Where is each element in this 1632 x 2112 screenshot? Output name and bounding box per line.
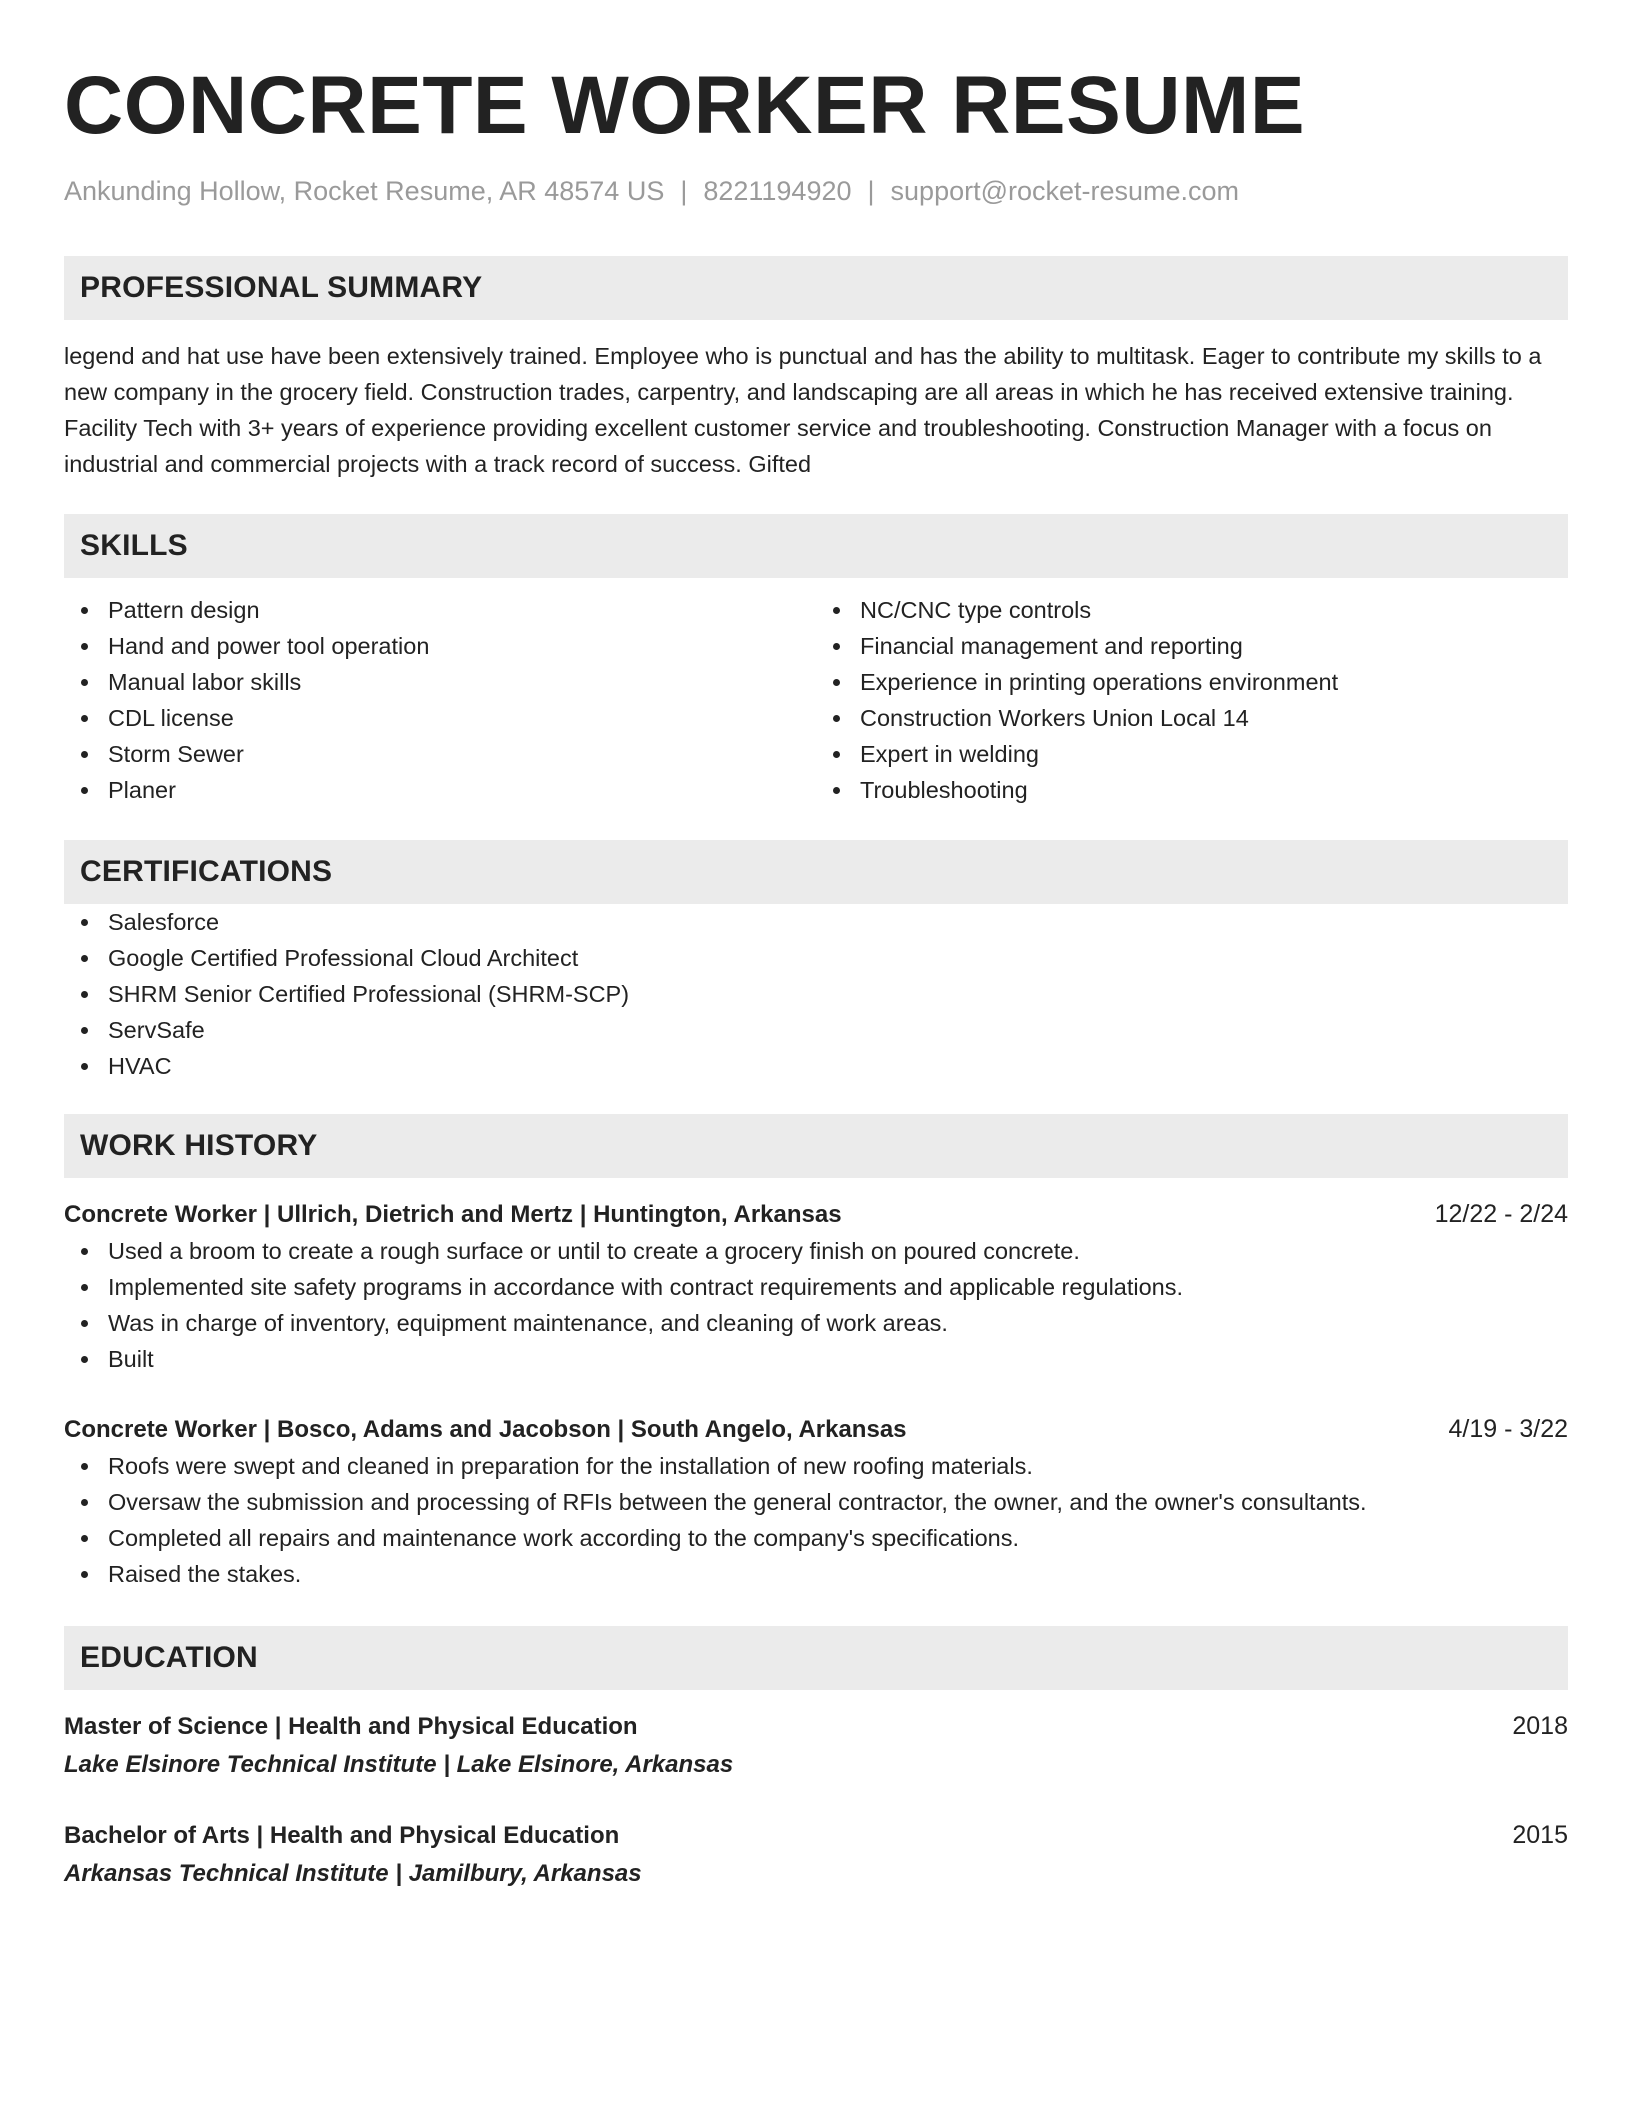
bullet-icon xyxy=(81,1320,88,1327)
job-duty-item: Was in charge of inventory, equipment maintenance, and cleaning of work areas. xyxy=(64,1305,1568,1341)
bullet-icon xyxy=(81,1463,88,1470)
bullet-icon xyxy=(81,955,88,962)
job-header-row xyxy=(64,1196,1568,1233)
bullet-icon xyxy=(81,715,88,722)
bullet-icon xyxy=(833,715,840,722)
job-duty-item: Implemented site safety programs in accordance with contract requirements and applicable regulations. xyxy=(64,1269,1568,1305)
job-dates: 4/19 - 3/22 xyxy=(1448,1415,1568,1443)
education-year: 2018 xyxy=(1512,1712,1568,1740)
bullet-icon xyxy=(81,1027,88,1034)
skill-item: Pattern design xyxy=(64,592,816,628)
education-school: Arkansas Technical Institute | Jamilbury, Arkansas xyxy=(64,1860,642,1887)
contact-phone: 8221194920 xyxy=(703,176,852,206)
education-header-row xyxy=(64,1708,1568,1745)
section-header-professional-summary: PROFESSIONAL SUMMARY xyxy=(64,256,1568,320)
skill-item: Hand and power tool operation xyxy=(64,628,816,664)
bullet-icon xyxy=(81,787,88,794)
skills-list-right xyxy=(816,592,1568,808)
job-entry xyxy=(64,1196,1568,1377)
skill-item: Manual labor skills xyxy=(64,664,816,700)
certifications-list xyxy=(64,904,1568,1084)
bullet-icon xyxy=(81,1571,88,1578)
bullet-icon xyxy=(81,1063,88,1070)
bullet-icon xyxy=(81,1356,88,1363)
skill-item: Experience in printing operations environment xyxy=(816,664,1568,700)
skills-grid xyxy=(64,592,1568,808)
skill-item: Troubleshooting xyxy=(816,772,1568,808)
education-entry xyxy=(64,1817,1568,1892)
bullet-icon xyxy=(81,607,88,614)
skill-item: Storm Sewer xyxy=(64,736,816,772)
contact-separator: | xyxy=(867,176,875,206)
skill-item: Expert in welding xyxy=(816,736,1568,772)
skill-item: CDL license xyxy=(64,700,816,736)
education-degree: Bachelor of Arts | Health and Physical Education xyxy=(64,1822,620,1849)
contact-line xyxy=(64,174,1568,208)
section-header-certifications: CERTIFICATIONS xyxy=(64,840,1568,904)
certification-item: HVAC xyxy=(64,1048,1568,1084)
job-title: Concrete Worker | Bosco, Adams and Jacobson | South Angelo, Arkansas xyxy=(64,1416,907,1443)
bullet-icon xyxy=(833,751,840,758)
job-entry xyxy=(64,1411,1568,1592)
job-duty-item: Roofs were swept and cleaned in preparation for the installation of new roofing materials. xyxy=(64,1448,1568,1484)
contact-address: Ankunding Hollow, Rocket Resume, AR 48574 US xyxy=(64,176,665,206)
job-dates: 12/22 - 2/24 xyxy=(1434,1200,1568,1228)
bullet-icon xyxy=(81,751,88,758)
bullet-icon xyxy=(81,679,88,686)
section-header-education: EDUCATION xyxy=(64,1626,1568,1690)
bullet-icon xyxy=(81,1535,88,1542)
job-duty-item: Completed all repairs and maintenance work according to the company's specifications. xyxy=(64,1520,1568,1556)
education-school: Lake Elsinore Technical Institute | Lake Elsinore, Arkansas xyxy=(64,1751,734,1778)
bullet-icon xyxy=(833,787,840,794)
education-degree: Master of Science | Health and Physical Education xyxy=(64,1713,638,1740)
job-duty-item: Oversaw the submission and processing of RFIs between the general contractor, the owner, and the owner's consultants. xyxy=(64,1484,1568,1520)
skills-list-left xyxy=(64,592,816,808)
section-header-work-history: WORK HISTORY xyxy=(64,1114,1568,1178)
section-header-skills: SKILLS xyxy=(64,514,1568,578)
skill-item: Construction Workers Union Local 14 xyxy=(816,700,1568,736)
bullet-icon xyxy=(81,1248,88,1255)
contact-separator: | xyxy=(680,176,688,206)
job-duty-item: Used a broom to create a rough surface or until to create a grocery finish on poured concrete. xyxy=(64,1233,1568,1269)
summary-text: legend and hat use have been extensively trained. Employee who is punctual and has the ability to multitask. Eager to contribute my skills to a new company in the grocery field. Construction trades, carpentry, and landscaping are all areas in which he has received extensive training. Facility Tech with 3+ years of experience providing excellent customer service and troubleshooting. Construction Manager with a focus on industrial and commercial projects with a track record of success. Gifted xyxy=(64,343,1542,477)
bullet-icon xyxy=(833,643,840,650)
job-header-row xyxy=(64,1411,1568,1448)
certification-item: Salesforce xyxy=(64,904,1568,940)
bullet-icon xyxy=(81,1499,88,1506)
job-duty-item: Raised the stakes. xyxy=(64,1556,1568,1592)
bullet-icon xyxy=(81,919,88,926)
bullet-icon xyxy=(81,991,88,998)
bullet-icon xyxy=(81,1284,88,1291)
skill-item: NC/CNC type controls xyxy=(816,592,1568,628)
bullet-icon xyxy=(833,679,840,686)
bullet-icon xyxy=(81,643,88,650)
resume-title: CONCRETE WORKER RESUME xyxy=(64,60,1306,151)
job-duty-item: Built xyxy=(64,1341,1568,1377)
education-header-row xyxy=(64,1817,1568,1854)
education-year: 2015 xyxy=(1512,1821,1568,1849)
certification-item: Google Certified Professional Cloud Architect xyxy=(64,940,1568,976)
skills-column-left xyxy=(64,592,816,808)
bullet-icon xyxy=(833,607,840,614)
skills-column-right xyxy=(816,592,1568,808)
education-entry xyxy=(64,1708,1568,1783)
skill-item: Financial management and reporting xyxy=(816,628,1568,664)
certification-item: ServSafe xyxy=(64,1012,1568,1048)
certification-item: SHRM Senior Certified Professional (SHRM-SCP) xyxy=(64,976,1568,1012)
contact-email: support@rocket-resume.com xyxy=(890,176,1240,206)
job-title: Concrete Worker | Ullrich, Dietrich and Mertz | Huntington, Arkansas xyxy=(64,1201,842,1228)
job-duties-list xyxy=(64,1233,1568,1377)
job-duties-list xyxy=(64,1448,1568,1592)
skill-item: Planer xyxy=(64,772,816,808)
